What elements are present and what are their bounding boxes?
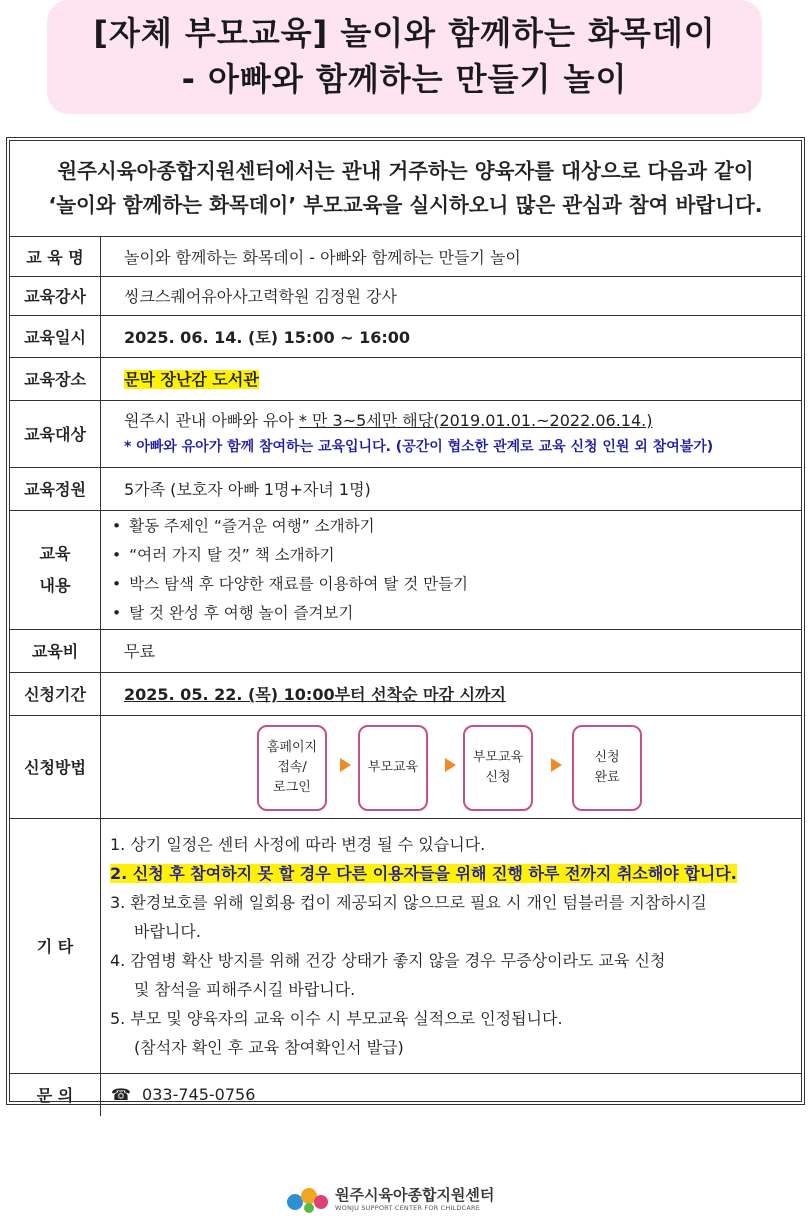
row-target bbox=[10, 400, 801, 467]
label-content-a: 교육 bbox=[39, 543, 71, 563]
note-item: 5. 부모 및 양육자의 교육 이수 시 부모교육 실적으로 인정됩니다. bbox=[110, 1008, 563, 1028]
intro-text bbox=[10, 141, 801, 237]
label-contact: 문 의 bbox=[10, 1073, 101, 1116]
title-banner bbox=[47, 0, 762, 114]
arrow-right-icon bbox=[551, 758, 562, 772]
title-line-1: [자체 부모교육] 놀이와 함께하는 화목데이 bbox=[93, 14, 716, 52]
row-capacity bbox=[10, 467, 801, 510]
label-content bbox=[10, 510, 101, 629]
content-item: • 활동 주제인 “즐거운 여행” 소개하기 bbox=[112, 512, 800, 541]
intro-line-2: ‘놀이와 함께하는 화목데이’ 부모교육을 실시하오니 많은 관심과 참여 바랍니다. bbox=[48, 193, 763, 217]
notice-frame bbox=[6, 137, 805, 1105]
value-name: 놀이와 함께하는 화목데이 - 아빠와 함께하는 만들기 놀이 bbox=[101, 237, 802, 276]
note-item: 바랍니다. bbox=[134, 921, 201, 941]
row-date bbox=[10, 315, 801, 357]
row-place bbox=[10, 357, 801, 400]
value-period: 2025. 05. 22. (목) 10:00부터 선착순 마감 시까지 bbox=[124, 685, 506, 704]
phone-icon: ☎ bbox=[111, 1085, 131, 1105]
label-capacity: 교육정원 bbox=[10, 467, 101, 510]
label-name: 교 육 명 bbox=[10, 237, 101, 276]
value-date: 2025. 06. 14. (토) 15:00 ~ 16:00 bbox=[101, 315, 802, 357]
center-name-en: WONJU SUPPORT CENTER FOR CHILDCARE bbox=[335, 1204, 481, 1212]
content-item: • “여러 가지 탈 것” 책 소개하기 bbox=[112, 541, 800, 570]
label-etc: 기 타 bbox=[10, 818, 101, 1073]
row-etc bbox=[10, 818, 801, 1073]
center-name: 원주시육아종합지원센터 bbox=[335, 1186, 495, 1204]
note-item: 3. 환경보호를 위해 일회용 컵이 제공되지 않으므로 필요 시 개인 텀블러를 지참하시길 bbox=[110, 892, 707, 912]
label-content-b: 내용 bbox=[39, 575, 71, 595]
content-list bbox=[102, 512, 800, 628]
row-instructor bbox=[10, 276, 801, 315]
value-fee: 무료 bbox=[101, 629, 802, 672]
row-name bbox=[10, 237, 801, 276]
value-target-note: * 아빠와 유아가 함께 참여하는 교육입니다. (공간이 협소한 관계로 교육 신청 인원 외 참여불가) bbox=[124, 438, 714, 455]
row-contact bbox=[10, 1073, 801, 1116]
label-fee: 교육비 bbox=[10, 629, 101, 672]
row-period bbox=[10, 672, 801, 715]
step-apply: 부모교육 신청 bbox=[463, 725, 533, 811]
step-complete: 신청 완료 bbox=[572, 725, 642, 811]
value-target-b: * 만 3~5세만 해당(2019.01.01.~2022.06.14.) bbox=[298, 410, 653, 430]
label-date: 교육일시 bbox=[10, 315, 101, 357]
label-period: 신청기간 bbox=[10, 672, 101, 715]
arrow-right-icon bbox=[445, 758, 456, 772]
label-method: 신청방법 bbox=[10, 715, 101, 818]
note-item: 및 참석을 피해주시길 바랍니다. bbox=[134, 979, 356, 999]
value-contact: 033-745-0756 bbox=[142, 1085, 256, 1105]
row-method bbox=[10, 715, 801, 818]
row-content bbox=[10, 510, 801, 629]
value-capacity: 5가족 (보호자 아빠 1명+자녀 1명) bbox=[101, 467, 802, 510]
label-target: 교육대상 bbox=[10, 400, 101, 467]
center-logo bbox=[285, 1182, 525, 1218]
notice-inner bbox=[9, 140, 802, 1106]
notes-list bbox=[102, 820, 800, 1072]
apply-flow bbox=[102, 717, 800, 817]
value-target-a: 원주시 관내 아빠와 유아 bbox=[124, 410, 299, 430]
step-parent-edu: 부모교육 bbox=[358, 725, 428, 811]
label-instructor: 교육강사 bbox=[10, 276, 101, 315]
title-line-2: - 아빠와 함께하는 만들기 놀이 bbox=[181, 60, 628, 98]
arrow-right-icon bbox=[340, 758, 351, 772]
note-item: 4. 감염병 확산 방지를 위해 건강 상태가 좋지 않을 경우 무증상이라도 교육 신청 bbox=[110, 950, 666, 970]
note-item: 1. 상기 일정은 센터 사정에 따라 변경 될 수 있습니다. bbox=[110, 834, 486, 854]
info-table bbox=[10, 237, 801, 1116]
content-item: • 탈 것 완성 후 여행 놀이 즐겨보기 bbox=[112, 599, 800, 628]
value-instructor: 씽크스퀘어유아사고력학원 김정원 강사 bbox=[101, 276, 802, 315]
content-item: • 박스 탐색 후 다양한 재료를 이용하여 탈 것 만들기 bbox=[112, 570, 800, 599]
value-place: 문막 장난감 도서관 bbox=[124, 370, 259, 389]
row-fee bbox=[10, 629, 801, 672]
label-place: 교육장소 bbox=[10, 357, 101, 400]
intro-line-1: 원주시육아종합지원센터에서는 관내 거주하는 양육자를 대상으로 다음과 같이 bbox=[57, 159, 754, 183]
step-homepage: 홈페이지 접속/ 로그인 bbox=[257, 725, 327, 811]
note-item-highlight: 2. 신청 후 참여하지 못 할 경우 다른 이용자들을 위해 진행 하루 전까지 취소해야 합니다. bbox=[110, 863, 737, 883]
logo-mark-icon bbox=[285, 1182, 331, 1216]
note-item: (참석자 확인 후 교육 참여확인서 발급) bbox=[134, 1037, 404, 1057]
